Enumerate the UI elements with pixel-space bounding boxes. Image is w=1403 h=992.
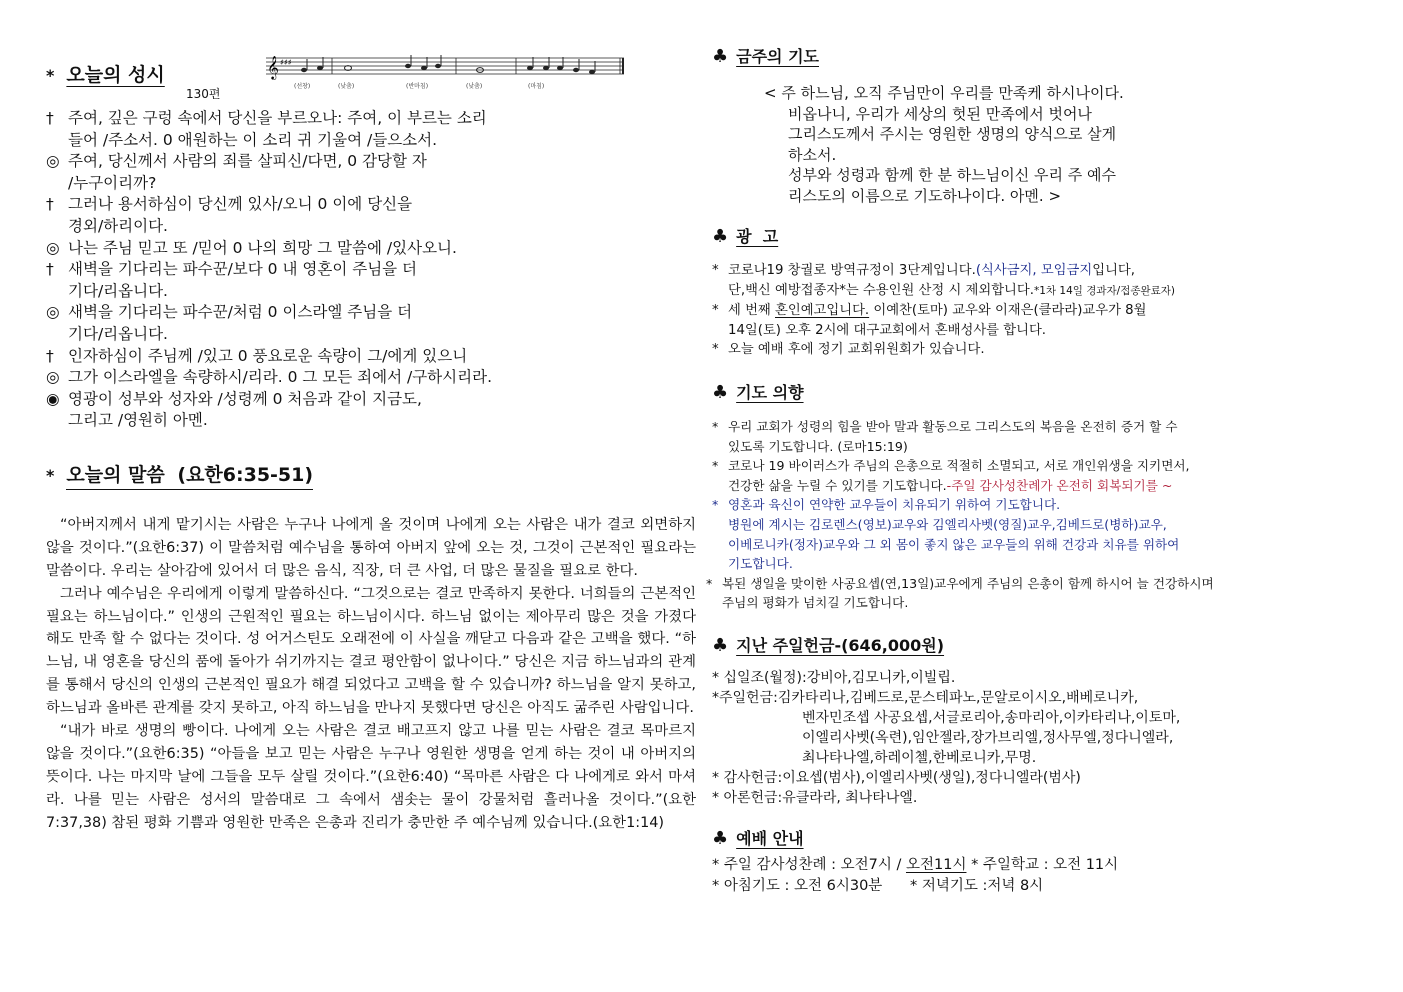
word-heading-underline (66, 460, 313, 490)
worship-text: * 주일 감사성찬례 : 오전7시 / (712, 856, 906, 873)
psalm-mark (46, 324, 68, 346)
intent-text: 이베로니카(정자)교우와 그 외 몸이 좋지 않은 교우들의 위해 건강과 치유를 위하여 (728, 536, 1180, 552)
word-heading (46, 460, 696, 490)
intent-highlight: -주일 감사성찬례가 온전히 회복되기를 ~ (946, 477, 1173, 493)
list-item: * 영혼과 육신이 연약한 교우들이 치유되기 위하여 기도합니다. 병원에 계시는 김로렌스(영보)교우와 김엘리사벳(영질)교우,김베드로(병하)교우, 이베로니카(정자)교우와 그 외 몸이 좋지 않은 교우들의 위해 건강과 치유를 위하여 기도합니다. (712, 497, 1180, 572)
svg-text:♯♯♯: ♯♯♯ (280, 58, 292, 67)
list-item: * 코로나 19 바이러스가 주님의 은총으로 적절히 소멸되고, 서로 개인위생을 지키면서, 건강한 삶을 누릴 수 있기를 기도합니다.-주일 감사성찬례가 온전히 회복되기를 ~ (712, 458, 1190, 493)
offering-line: 최나타나엘,하레이첼,한베로니카,무명. (802, 749, 1037, 766)
psalm-line (46, 302, 696, 324)
psalm-text (46, 108, 696, 432)
prayer-line: 성부와 성령과 함께 한 분 하느님이신 우리 주 예수 (788, 166, 1116, 184)
ad-text: 이예찬(토마) 교우와 이재은(클라라)교우가 8월 (869, 303, 1147, 319)
club-icon: ♣ (712, 46, 729, 67)
list-item: * 오늘 예배 후에 정기 교회위원회가 있습니다. (712, 340, 1372, 360)
worship-line (712, 855, 1372, 876)
psalm-line-text: 나는 주님 믿고 또 /믿어 0 나의 희망 그 말씀에 /있사오니. (68, 238, 457, 257)
psalm-line-text: 기다/리옵니다. (68, 281, 168, 300)
ad-text: 입니다, (1092, 263, 1135, 278)
psalm-mark (46, 130, 68, 152)
weekly-prayer (764, 83, 1372, 206)
ad-text: 세 번째 (728, 303, 775, 319)
intent-text: 건강한 삶을 누릴 수 있기를 기도합니다. (728, 477, 947, 493)
staff-label: (반마침) (406, 83, 429, 90)
staff-label: (마침) (528, 83, 545, 90)
psalm-mark: † (46, 346, 54, 365)
psalm-line-text: /누구이리까? (68, 173, 157, 192)
offering-title: 지난 주일헌금-(646,000원) (736, 635, 945, 655)
psalm-line (46, 324, 696, 346)
list-item: * 우리 교회가 성령의 힘을 받아 말과 활동으로 그리스도의 복음을 온전히 증거 할 수 있도록 기도합니다. (로마15:19) (712, 418, 1178, 454)
psalm-ref: 130편 (186, 87, 221, 101)
psalm-line (46, 410, 696, 432)
worship-title: 예배 안내 (736, 828, 804, 848)
worship-underline: 오전11시 (905, 856, 967, 873)
ad-highlight: (식사금지, 모임금지 (975, 263, 1093, 278)
psalm-line (46, 259, 696, 281)
offering-line: 벤자민조셉 사공요셉,서글로리아,송마리아,이카타리나,이토마, (802, 709, 1181, 726)
psalm-mark: † (46, 260, 54, 279)
svg-text:𝄞: 𝄞 (267, 55, 279, 79)
prayer-heading (712, 44, 1372, 67)
worship-text: * 주일학교 : 오전 11시 (966, 856, 1119, 873)
intent-text: 있도록 기도합니다. (로마15:19) (728, 438, 908, 454)
psalm-title: 오늘의 성시 (66, 64, 165, 86)
word-ref: (요한6:35-51) (177, 463, 314, 486)
prayer-line: 하소서. (788, 145, 837, 164)
sermon-text (46, 514, 696, 835)
psalm-mark (46, 281, 68, 303)
sermon-paragraph: “내가 바로 생명의 빵이다. 나에게 오는 사람은 결코 배고프지 않고 나를 믿는 사람은 결코 목마르지 않을 것이다.”(요한6:35) “아들을 보고 믿는 사람은 누구나 영원한 생명을 얻게 하는 것이 내 아버지의 뜻이다. 나는 마지막 날에 그들을 모두 살릴 것이다.”(요한6:40) “목마른 사람은 다 나에게로 와서 마셔라. 나를 믿는 사람은 성서의 말씀대로 그 속에서 샘솟는 물이 강물처럼 흘러나올 것이다.”(요한7:37,38) 참된 평화 기쁨과 영원한 만족은 은총과 진리가 충만한 주 예수님께 있습니다.(요한1:14) (46, 723, 696, 831)
sermon-paragraph: “아버지께서 내게 맡기시는 사람은 누구나 나에게 올 것이며 나에게 오는 사람은 내가 결코 외면하지 않을 것이다.”(요한6:37) 이 말씀처럼 예수님을 통하여 아버지 앞에 오는 것, 그것이 근본적인 필요라는 말씀이다. 우리는 살아감에 있어서 더 많은 음식, 직장, 더 큰 사업, 더 많은 물질을 필요로 한다. (46, 516, 696, 579)
club-icon: ♣ (712, 827, 729, 849)
worship-schedule (712, 855, 1372, 897)
psalm-line-text: 인자하심이 주님께 /있고 0 풍요로운 속량이 그/에게 있으니 (68, 346, 468, 365)
club-icon: ♣ (712, 226, 729, 247)
prayer-line: < 주 하느님, 오직 주님만이 우리를 만족케 하시나이다. (764, 84, 1124, 102)
offering-heading (712, 633, 1372, 656)
psalm-heading (46, 60, 696, 87)
psalm-line (46, 367, 696, 389)
ad-list (712, 261, 1372, 360)
ad-text: 14일(토) 오후 2시에 대구교회에서 혼배성사를 합니다. (728, 322, 1047, 338)
intent-text: 주님의 평화가 넘치길 기도합니다. (722, 595, 909, 611)
intent-text: 코로나 19 바이러스가 주님의 은총으로 적절히 소멸되고, 서로 개인위생을 지키면서, (728, 458, 1190, 474)
psalm-line-text: 주여, 깊은 구렁 속에서 당신을 부르오나: 주여, 이 부르는 소리 (68, 109, 487, 127)
worship-heading (712, 826, 1372, 849)
psalm-mark: ◎ (46, 368, 60, 387)
offering-list (712, 668, 1372, 808)
psalm-line (46, 108, 696, 130)
intent-text: 복된 생일을 맞이한 사공요셉(연,13일)교우에게 주님의 은총이 함께 하시어 늘 건강하시며 (722, 575, 1214, 591)
offering-line: * 십일조(월정):강비아,김모니카,이빌립. (712, 669, 956, 686)
offering-line: *주일헌금:김카타리나,김베드로,문스테파노,문알로이시오,배베로니카, (712, 689, 1139, 706)
psalm-line-text: 그러나 용서하심이 당신께 있사/오니 0 이에 당신을 (68, 195, 413, 214)
offering-line: * 감사헌금:이요셉(범사),이엘리사벳(생일),정다니엘라(범사) (712, 769, 1081, 786)
ad-title: 광 고 (736, 227, 779, 246)
asterisk-icon: * (46, 465, 55, 485)
offering-line: 이엘리사벳(옥련),임안젤라,장가브리엘,정사무엘,정다니엘라, (802, 729, 1174, 746)
list-item: * 복된 생일을 맞이한 사공요셉(연,13일)교우에게 주님의 은총이 함께 하시어 늘 건강하시며 주님의 평화가 넘치길 기도합니다. (706, 575, 1214, 611)
offering-line: * 아론헌금:유클라라, 최나타나엘. (712, 789, 918, 806)
intent-heading (712, 380, 1372, 403)
psalm-line-text: 경외/하리이다. (68, 216, 168, 235)
ad-text: 오늘 예배 후에 정기 교회위원회가 있습니다. (728, 342, 985, 358)
psalm-line (46, 194, 696, 216)
staff-label: (낮춤) (466, 83, 483, 90)
sermon-paragraph: 그러나 예수님은 우리에게 이렇게 말씀하신다. “그것으로는 결코 만족하지 못한다. 너희들의 근본적인 필요는 하느님이다.” 인생의 근원적인 필요는 하느님이시다. 하느님 없이는 제아무리 많은 것을 가졌다 해도 만족 할 수 없다는 것이다. 성 어거스틴도 오래전에 이 사실을 깨닫고 다음과 같은 고백을 했다. “하느님, 내 영혼을 당신의 품에 돌아가 쉬기까지는 결코 평안함이 없나이다.” 당신은 지금 하느님과의 관계를 통해서 당신의 인생의 근본적인 필요가 해결 되었다고 고백을 할 수 있습니까? 하느님을 알지 못하고, 하느님과 올바른 관계를 갖지 못하고, 아직 하느님을 만나지 못했다면 당신은 아직도 굶주린 사람입니다. (46, 585, 696, 717)
psalm-mark (46, 410, 68, 432)
psalm-mark: ◎ (46, 303, 60, 322)
worship-line: * 아침기도 : 오전 6시30분 * 저녁기도 :저녁 8시 (712, 877, 1044, 894)
right-column (706, 44, 1372, 897)
ad-underline: 혼인예고입니다. (775, 303, 870, 319)
psalm-mark: ◎ (46, 238, 60, 257)
intent-list (706, 417, 1372, 613)
intent-title: 기도 의향 (736, 382, 804, 402)
prayer-line: 그리스도께서 주시는 영원한 생명의 양식으로 살게 (788, 125, 1117, 143)
prayer-line: 리스도의 이름으로 기도하나이다. 아멘. > (788, 186, 1062, 205)
psalm-line (46, 346, 696, 368)
psalm-line (46, 173, 696, 195)
prayer-title: 금주의 기도 (736, 47, 819, 66)
staff-label: (선창) (294, 83, 311, 90)
club-icon: ♣ (712, 634, 729, 656)
intent-text: 우리 교회가 성령의 힘을 받아 말과 활동으로 그리스도의 복음을 온전히 증거 할 수 (728, 418, 1178, 434)
psalm-line-text: 그가 이스라엘을 속량하시/리라. 0 그 모든 죄에서 /구하시리라. (68, 368, 493, 387)
psalm-line (46, 130, 696, 152)
psalm-line-text: 주여, 당신께서 사람의 죄를 살피신/다면, 0 감당할 자 (68, 152, 427, 171)
psalm-line (46, 216, 696, 238)
psalm-mark (46, 173, 68, 195)
ad-heading (712, 224, 1372, 247)
club-icon: ♣ (712, 381, 729, 403)
prayer-line: 비옵나니, 우리가 세상의 헛된 만족에서 벗어나 (788, 104, 1092, 123)
psalm-mark (46, 216, 68, 238)
left-column (46, 60, 696, 835)
psalm-line-text: 들어 /주소서. 0 애원하는 이 소리 귀 기울여 /들으소서. (68, 130, 438, 149)
psalm-line (46, 238, 696, 260)
psalm-line (46, 281, 696, 303)
ad-text: 단,백신 예방접종자*는 수용인원 산정 시 제외합니다. (728, 282, 1034, 298)
list-item: * 세 번째 혼인예고입니다. 이예찬(토마) 교우와 이재은(클라라)교우가 8월 14일(토) 오후 2시에 대구교회에서 혼배성사를 합니다. (712, 303, 1147, 338)
psalm-mark: ◎ (46, 152, 60, 171)
ad-note: *1차 14일 경과자/접종완료자) (1033, 284, 1176, 297)
psalm-line-text: 새벽을 기다리는 파수꾼/보다 0 내 영혼이 주님을 더 (68, 260, 418, 279)
psalm-line (46, 389, 696, 411)
psalm-mark: † (46, 109, 54, 127)
psalm-mark: † (46, 195, 54, 214)
intent-text: 영혼과 육신이 연약한 교우들이 치유되기 위하여 기도합니다. (728, 497, 1061, 513)
psalm-line (46, 151, 696, 173)
asterisk-icon: * (46, 66, 55, 85)
intent-text: 병원에 계시는 김로렌스(영보)교우와 김엘리사벳(영질)교우,김베드로(병하)교우, (728, 516, 1167, 532)
ad-text: 코로나19 창궐로 방역규정이 3단계입니다. (728, 263, 976, 278)
psalm-line-text: 새벽을 기다리는 파수꾼/처럼 0 이스라엘 주님을 더 (68, 303, 413, 322)
word-title: 오늘의 말씀 (66, 463, 165, 486)
staff-label: (낮춤) (338, 83, 355, 90)
list-item: * 코로나19 창궐로 방역규정이 3단계입니다.(식사금지, 모임금지입니다, 단,백신 예방접종자*는 수용인원 산정 시 제외합니다.*1차 14일 경과자/접종완료자) (712, 263, 1176, 298)
psalm-line-text: 영광이 성부와 성자와 /성령께 0 처음과 같이 지금도, (68, 389, 422, 408)
psalm-mark: ◉ (46, 389, 60, 408)
intent-text: 기도합니다. (728, 556, 793, 572)
psalm-line-text: 그리고 /영원히 아멘. (68, 411, 208, 430)
psalm-line-text: 기다/리옵니다. (68, 324, 168, 343)
